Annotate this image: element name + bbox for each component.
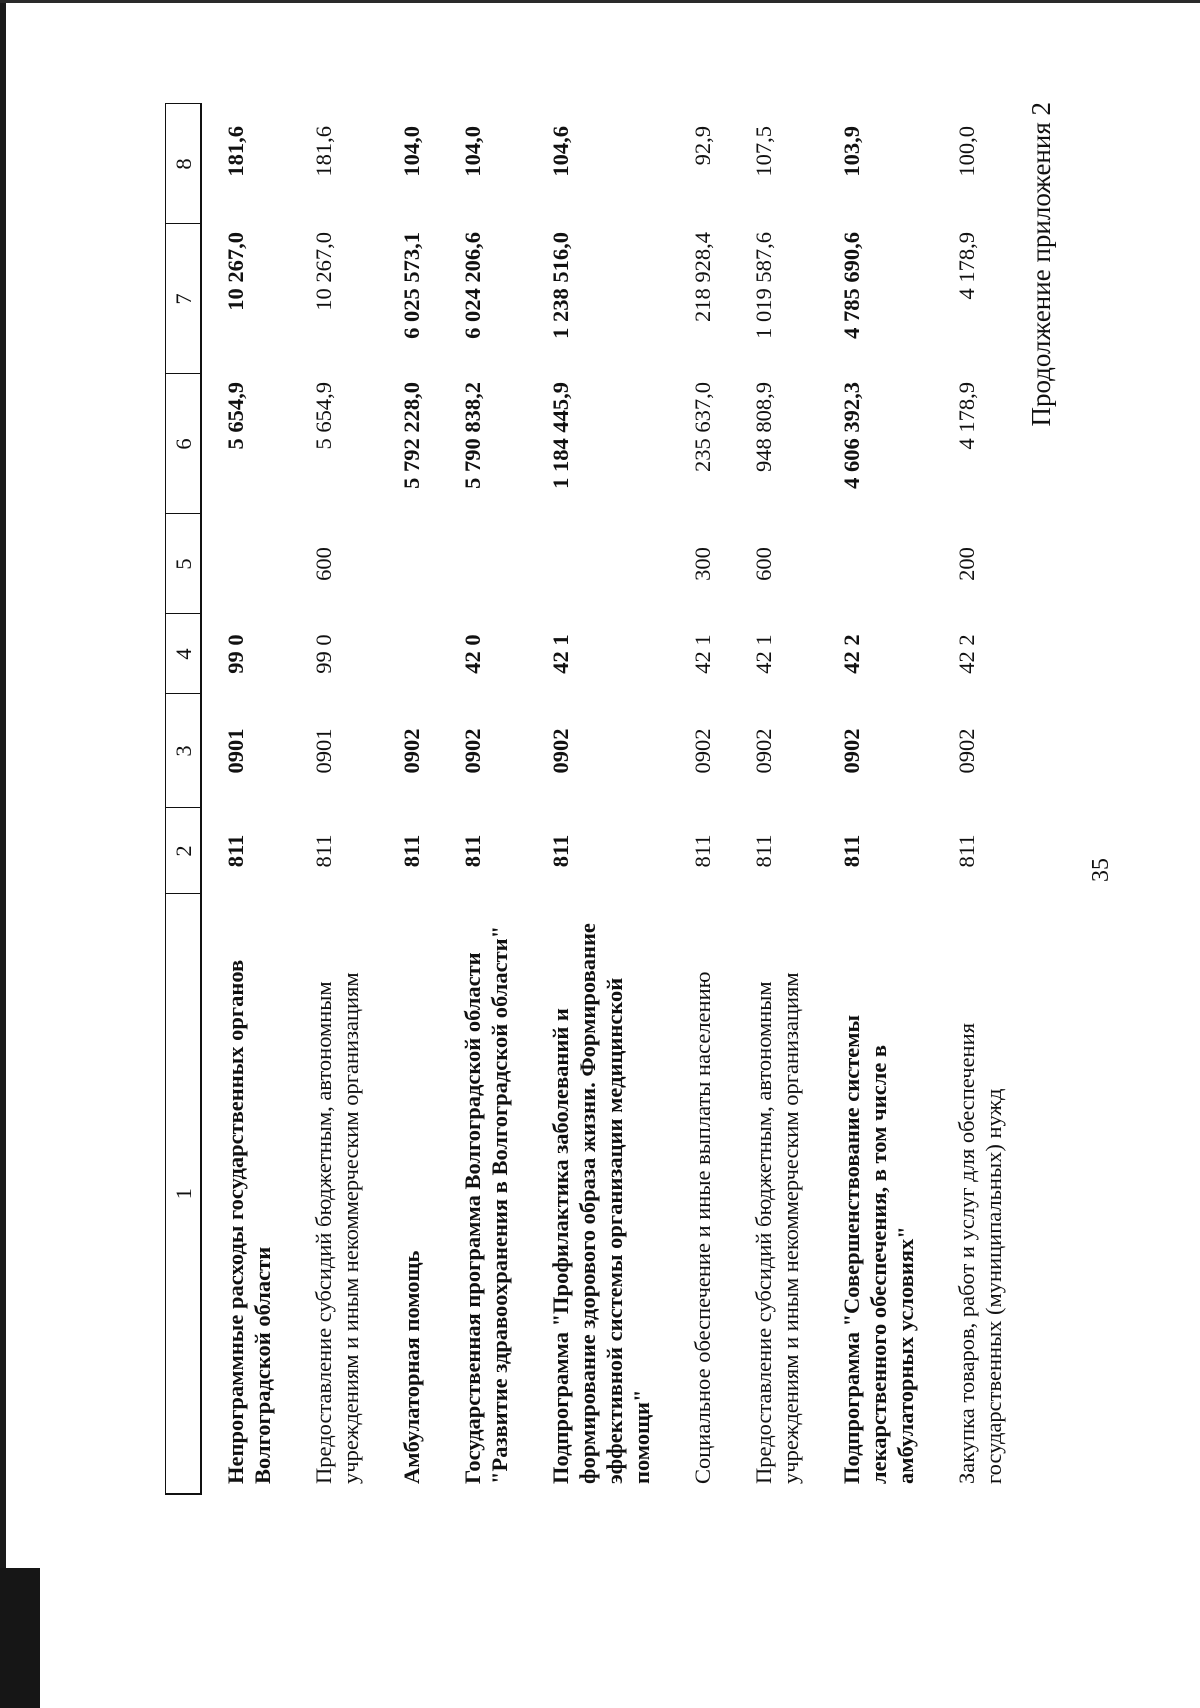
ministry-code: 811 [751, 834, 776, 868]
expense-type-code [439, 514, 527, 614]
ministry-code: 811 [399, 834, 424, 868]
table-row [378, 104, 439, 1494]
expense-type-code: 200 [954, 547, 979, 581]
table-row [669, 104, 730, 1494]
ministry-code: 811 [954, 834, 979, 868]
row-name: Социальное обеспечение и иные выплаты населению [690, 971, 715, 1484]
actual-amount: 6 024 206,6 [460, 232, 485, 339]
execution-percent: 107,5 [751, 126, 776, 177]
expense-type-code: 300 [690, 547, 715, 581]
section-code: 0902 [839, 728, 864, 774]
execution-percent: 181,6 [311, 126, 336, 177]
target-code: 42 2 [839, 634, 864, 674]
planned-amount: 5 654,9 [311, 382, 336, 450]
section-code: 0902 [399, 728, 424, 774]
table-row [527, 104, 669, 1494]
table-row [730, 104, 818, 1494]
target-code: 99 0 [223, 634, 248, 674]
section-code: 0902 [954, 728, 979, 774]
target-code [378, 614, 439, 694]
budget-table [165, 104, 1021, 1496]
column-header-2: 2 [166, 808, 202, 894]
planned-amount: 948 808,9 [751, 382, 776, 472]
expense-type-code: 600 [311, 547, 336, 581]
rotated-page [40, 40, 1170, 1660]
table-header-row [166, 104, 202, 1494]
section-code: 0902 [460, 728, 485, 774]
scan-edge-bottom [0, 1568, 40, 1708]
row-name: Подпрограмма "Совершенствование системы лекарственного обеспечения, в том числе в амбулаторных условиях" [839, 1014, 918, 1484]
actual-amount: 10 267,0 [311, 232, 336, 311]
planned-amount: 5 792 228,0 [399, 382, 424, 489]
actual-amount: 1 019 587,6 [751, 232, 776, 339]
column-header-8: 8 [166, 104, 202, 224]
planned-amount: 4 178,9 [954, 382, 979, 450]
planned-amount: 5 654,9 [223, 382, 248, 450]
row-name: Предоставление субсидий бюджетным, автономным учреждениям и иным некоммерческим организациям [311, 972, 363, 1484]
planned-amount: 1 184 445,9 [548, 382, 573, 489]
ministry-code: 811 [460, 834, 485, 868]
column-header-6: 6 [166, 374, 202, 514]
continuation-label: Продолжение приложения 2 [1026, 102, 1056, 427]
table-row [290, 104, 378, 1494]
execution-percent: 104,6 [548, 126, 573, 177]
section-code: 0902 [690, 728, 715, 774]
scan-edge-top [0, 0, 1200, 3]
actual-amount: 4 178,9 [954, 232, 979, 300]
expense-type-code [818, 514, 933, 614]
actual-amount: 10 267,0 [223, 232, 248, 311]
target-code: 42 1 [690, 634, 715, 674]
expense-type-code: 600 [751, 547, 776, 581]
ministry-code: 811 [690, 834, 715, 868]
target-code: 42 0 [460, 634, 485, 674]
table-row [818, 104, 933, 1494]
ministry-code: 811 [839, 834, 864, 868]
section-code: 0901 [311, 728, 336, 774]
target-code: 42 1 [751, 634, 776, 674]
planned-amount: 4 606 392,3 [839, 382, 864, 489]
row-name: Закупка товаров, работ и услуг для обеспечения государственных (муниципальных) нужд [954, 1023, 1006, 1484]
section-code: 0901 [223, 728, 248, 774]
execution-percent: 100,0 [954, 126, 979, 177]
section-code: 0902 [751, 728, 776, 774]
execution-percent: 181,6 [223, 126, 248, 177]
table-row [439, 104, 527, 1494]
expense-type-code [378, 514, 439, 614]
row-name: Непрограммные расходы государственных органов Волгоградской области [223, 959, 275, 1484]
ministry-code: 811 [311, 834, 336, 868]
column-header-1: 1 [166, 894, 202, 1494]
section-code: 0902 [548, 728, 573, 774]
row-name: Государственная программа Волгоградской области "Развитие здравоохранения в Волгоградской области" [460, 925, 512, 1484]
scan-edge-left [0, 0, 6, 1708]
execution-percent: 92,9 [690, 126, 715, 166]
actual-amount: 1 238 516,0 [548, 232, 573, 339]
target-code: 99 0 [311, 634, 336, 674]
column-header-3: 3 [166, 694, 202, 808]
execution-percent: 104,0 [460, 126, 485, 177]
column-header-7: 7 [166, 224, 202, 374]
actual-amount: 6 025 573,1 [399, 232, 424, 339]
row-name: Подпрограмма "Профилактика заболеваний и формирование здорового образа жизни. Формирование эффективной системы организации медицинской помощи" [548, 923, 654, 1484]
row-name: Предоставление субсидий бюджетным, автономным учреждениям и иным некоммерческим организациям [751, 972, 803, 1484]
planned-amount: 5 790 838,2 [460, 382, 485, 489]
table-row [201, 104, 290, 1494]
execution-percent: 104,0 [399, 126, 424, 177]
target-code: 42 1 [548, 634, 573, 674]
actual-amount: 4 785 690,6 [839, 232, 864, 339]
actual-amount: 218 928,4 [690, 232, 715, 322]
ministry-code: 811 [548, 834, 573, 868]
execution-percent: 103,9 [839, 126, 864, 177]
table-row [933, 104, 1021, 1494]
column-header-5: 5 [166, 514, 202, 614]
target-code: 42 2 [954, 634, 979, 674]
row-name: Амбулаторная помощь [399, 1250, 424, 1484]
expense-type-code [527, 514, 669, 614]
ministry-code: 811 [223, 834, 248, 868]
planned-amount: 235 637,0 [690, 382, 715, 472]
expense-type-code [201, 514, 290, 614]
column-header-4: 4 [166, 614, 202, 694]
page-number: 35 [1088, 858, 1114, 882]
